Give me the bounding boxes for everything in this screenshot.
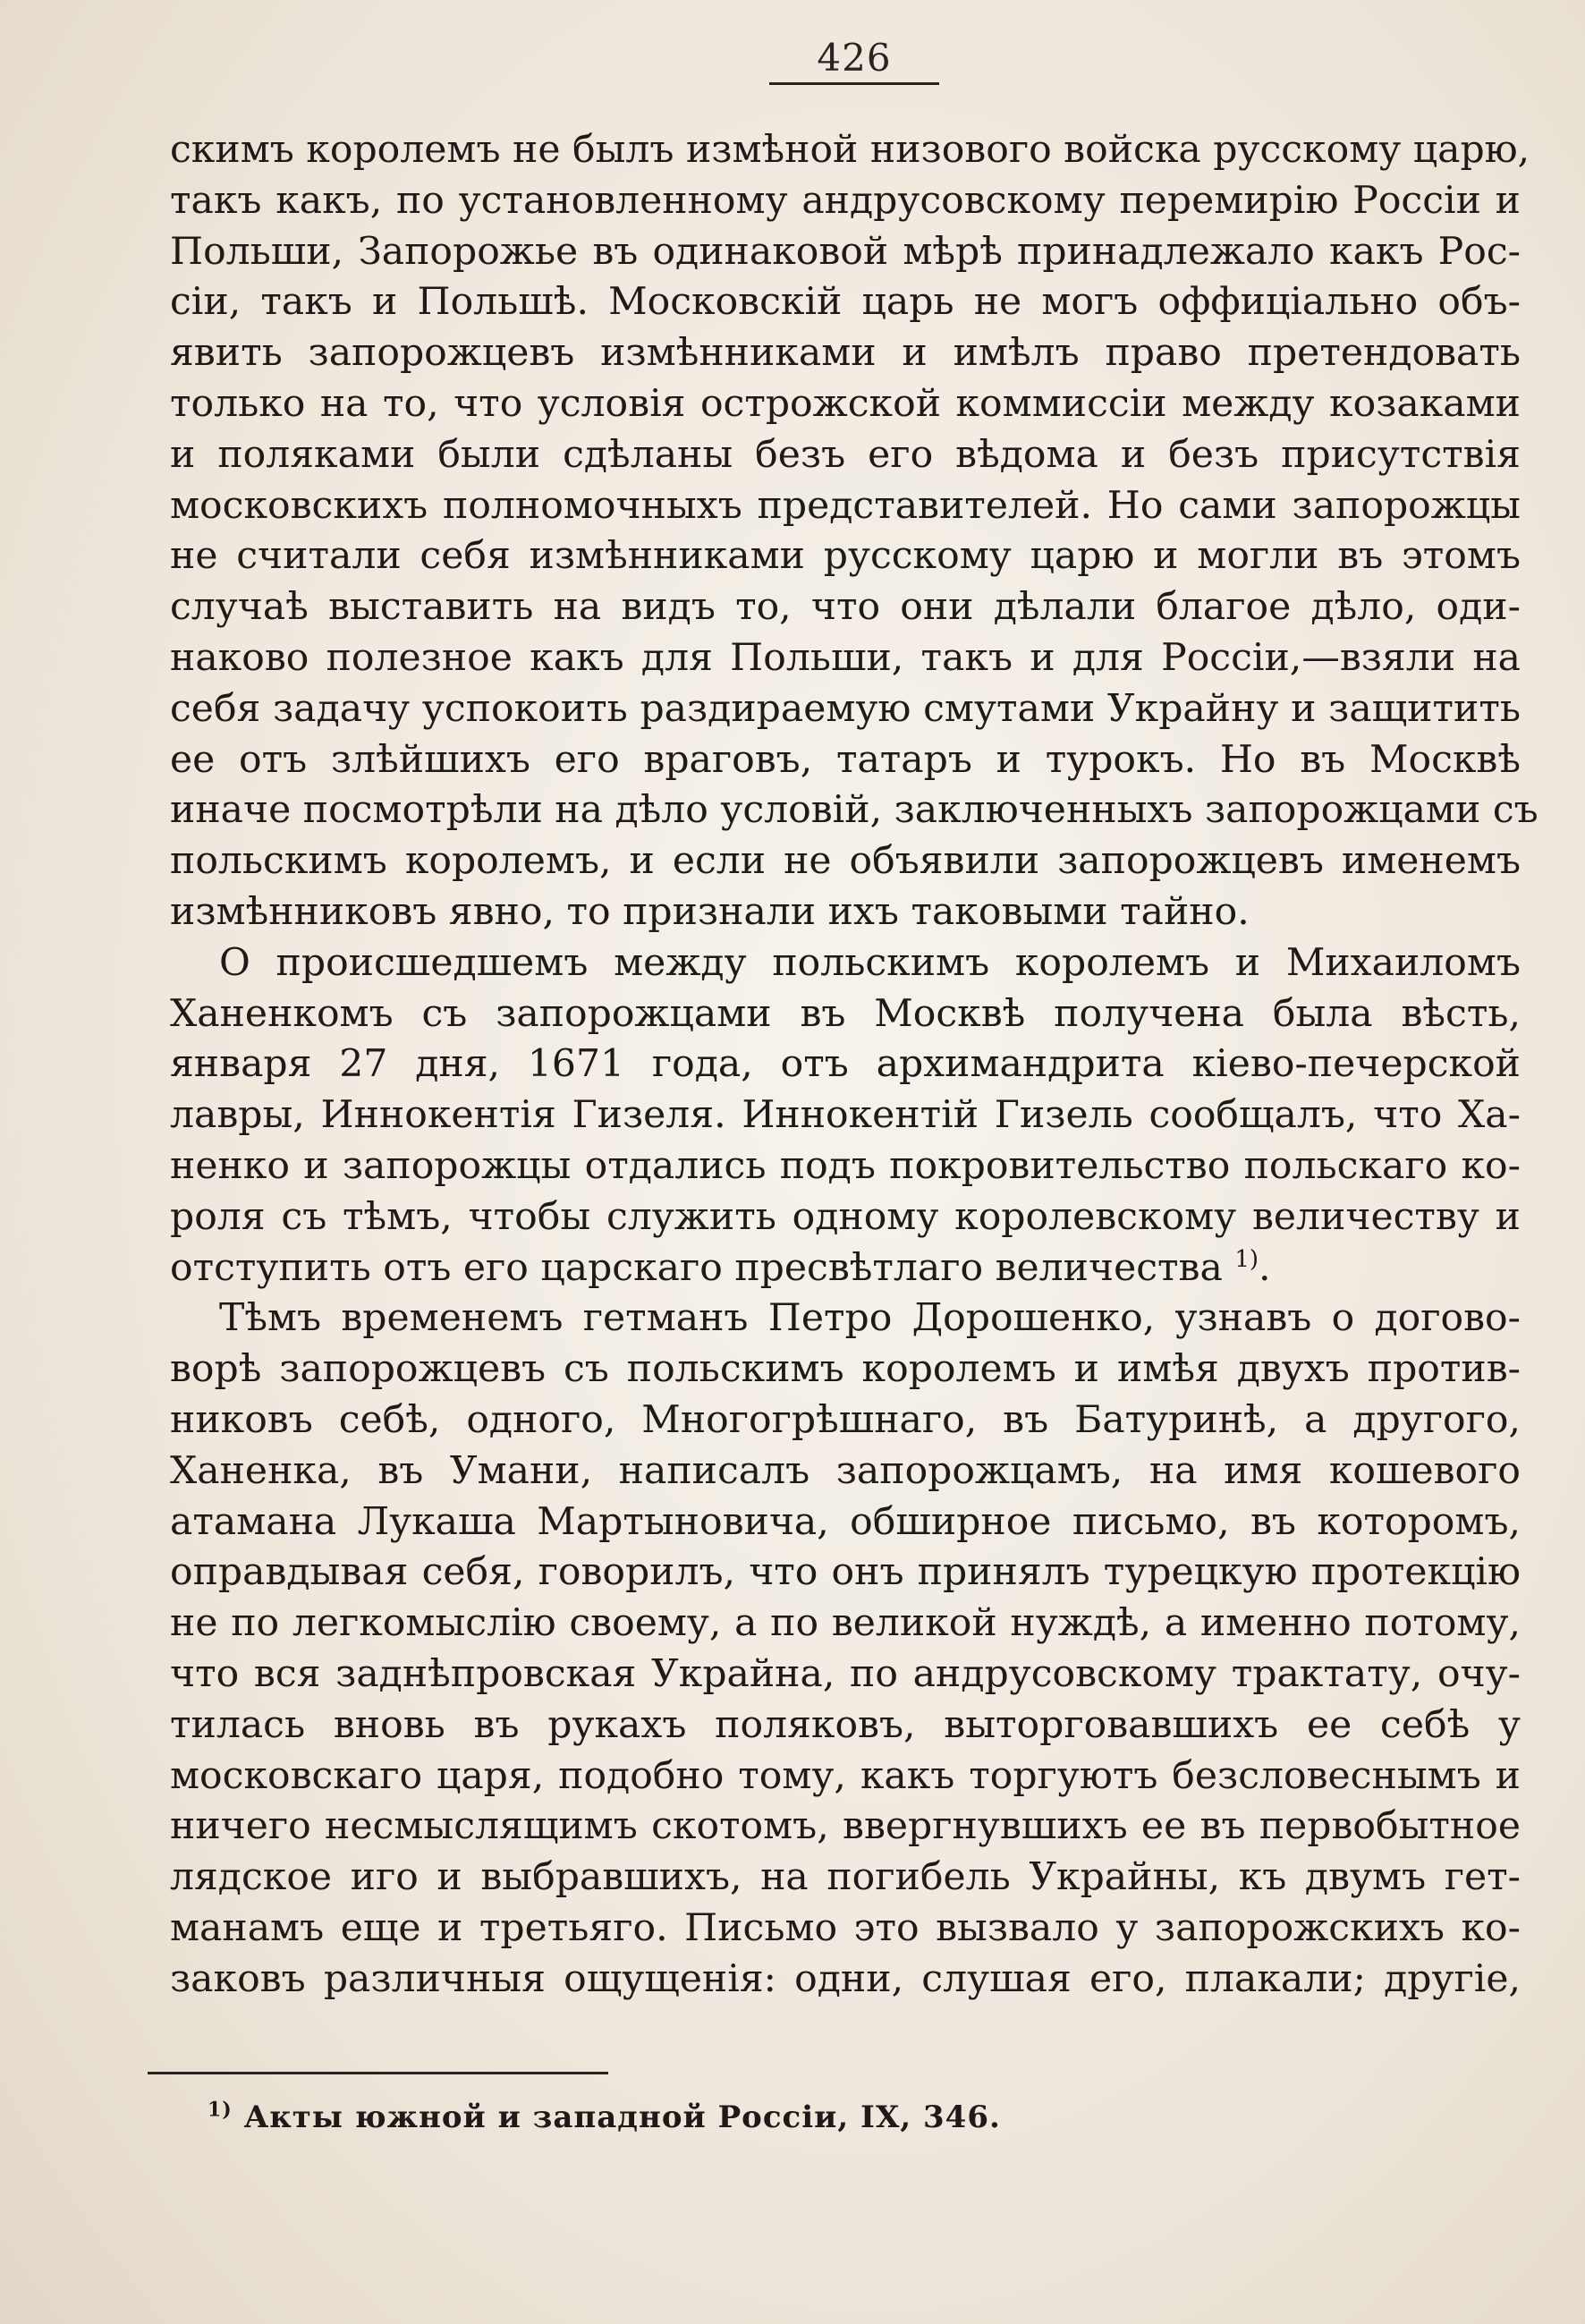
text-line: себя задачу успокоить раздираемую смутами Украйну и защитить — [170, 686, 1521, 731]
paragraph-2 — [170, 938, 1521, 1294]
text-line: иначе посмотрѣли на дѣло условій, заключенныхъ запорожцами съ — [170, 788, 1538, 833]
text-line: московскаго царя, подобно тому, какъ торгуютъ безсловеснымъ и — [170, 1753, 1521, 1798]
text-line: только на то, что условія острожской коммиссіи между козаками — [170, 381, 1521, 426]
text-line: не по легкомыслію своему, а по великой нуждѣ, а именно потому, — [170, 1601, 1521, 1646]
page-number: 426 — [817, 36, 892, 80]
text-line: наково полезное какъ для Польши, такъ и для Россіи,—взяли на — [170, 635, 1521, 680]
text-line: Польши, Запорожье въ одинаковой мѣрѣ принадлежало какъ Рос- — [170, 229, 1521, 274]
text-line: московскихъ полномочныхъ представителей. Но сами запорожцы — [170, 483, 1521, 528]
text-line: ее отъ злѣйшихъ его враговъ, татаръ и турокъ. Но въ Москвѣ — [170, 737, 1521, 782]
text-line: лядское иго и выбравшихъ, на погибель Украйны, къ двумъ гет- — [170, 1855, 1521, 1900]
text-line-with-ref: отступить отъ его царскаго пресвѣтлаго величества $^{1)}$. — [170, 1245, 1271, 1290]
text-line: отступить отъ его царскаго пресвѣтлаго величества — [170, 1245, 1223, 1290]
footnote-ref[interactable]: 1) — [1234, 1245, 1259, 1273]
text-line: польскимъ королемъ, и если не объявили запорожцевъ именемъ — [170, 839, 1521, 884]
text-line: не считали себя измѣнниками русскому царю и могли въ этомъ — [170, 534, 1521, 579]
text-line: что вся заднѣпровская Украйна, по андрусовскому трактату, очу- — [170, 1651, 1521, 1696]
footnote — [208, 2098, 1001, 2137]
text-line: явить запорожцевъ измѣнниками и имѣлъ право претендовать — [170, 331, 1521, 376]
paragraph-3 — [170, 1293, 1521, 2005]
text-line: случаѣ выставить на видъ то, что они дѣлали благое дѣло, оди- — [170, 585, 1521, 630]
text-line: ворѣ запорожцевъ съ польскимъ королемъ и имѣя двухъ против- — [170, 1347, 1521, 1392]
text-line: Ханенкомъ съ запорожцами въ Москвѣ получена была вѣсть, — [170, 991, 1521, 1036]
text-line: манамъ еще и третьяго. Письмо это вызвало у запорожскихъ ко- — [170, 1905, 1521, 1950]
text-line: роля съ тѣмъ, чтобы служить одному королевскому величеству и — [170, 1194, 1521, 1239]
footnote-rule — [148, 2072, 608, 2074]
body-text — [170, 125, 1538, 2005]
text-line: января 27 дня, 1671 года, отъ архимандрита кіево-печерской — [170, 1042, 1521, 1087]
text-line: оправдывая себя, говорилъ, что онъ принялъ турецкую протекцію — [170, 1550, 1521, 1595]
text-line: измѣнниковъ явно, то признали ихъ таковыми тайно. — [170, 889, 1250, 934]
text-line: сіи, такъ и Польшѣ. Московскій царь не могъ оффиціально объ- — [170, 280, 1521, 325]
text-line: заковъ различныя ощущенія: одни, слушая его, плакали; другіе, — [170, 1956, 1521, 2001]
text-line: такъ какъ, по установленному андрусовскому перемирію Россіи и — [170, 178, 1521, 223]
page-number-rule — [769, 82, 939, 85]
text-line: О происшедшемъ между польскимъ королемъ и Михаиломъ — [219, 940, 1521, 985]
text-line: лавры, Иннокентія Гизеля. Иннокентій Гизель сообщалъ, что Ха- — [170, 1093, 1521, 1138]
text-line: тилась вновь въ рукахъ поляковъ, выторговавшихъ ее себѣ у — [170, 1702, 1521, 1747]
footnote-text: Акты южной и западной Россіи, IX, 346. — [243, 2099, 1001, 2135]
text-line: ничего несмыслящимъ скотомъ, ввергнувшихъ ее въ первобытное — [170, 1804, 1521, 1849]
text-line: атамана Лукаша Мартыновича, обширное письмо, въ которомъ, — [170, 1499, 1521, 1544]
text-line: Тѣмъ временемъ гетманъ Петро Дорошенко, узнавъ о догово- — [219, 1296, 1521, 1341]
text-line: и поляками были сдѣланы безъ его вѣдома и безъ присутствія — [170, 432, 1521, 477]
paragraph-1 — [170, 125, 1538, 938]
text-line: скимъ королемъ не былъ измѣной низового войска русскому царю, — [170, 128, 1530, 172]
text-line: ненко и запорожцы отдались подъ покровительство польскаго ко- — [170, 1143, 1521, 1188]
text-line: никовъ себѣ, одного, Многогрѣшнаго, въ Батуринѣ, а другого, — [170, 1397, 1521, 1442]
footnote-mark: 1) — [208, 2098, 233, 2122]
text-line: Ханенка, въ Умани, написалъ запорожцамъ, на имя кошевого — [170, 1448, 1521, 1493]
